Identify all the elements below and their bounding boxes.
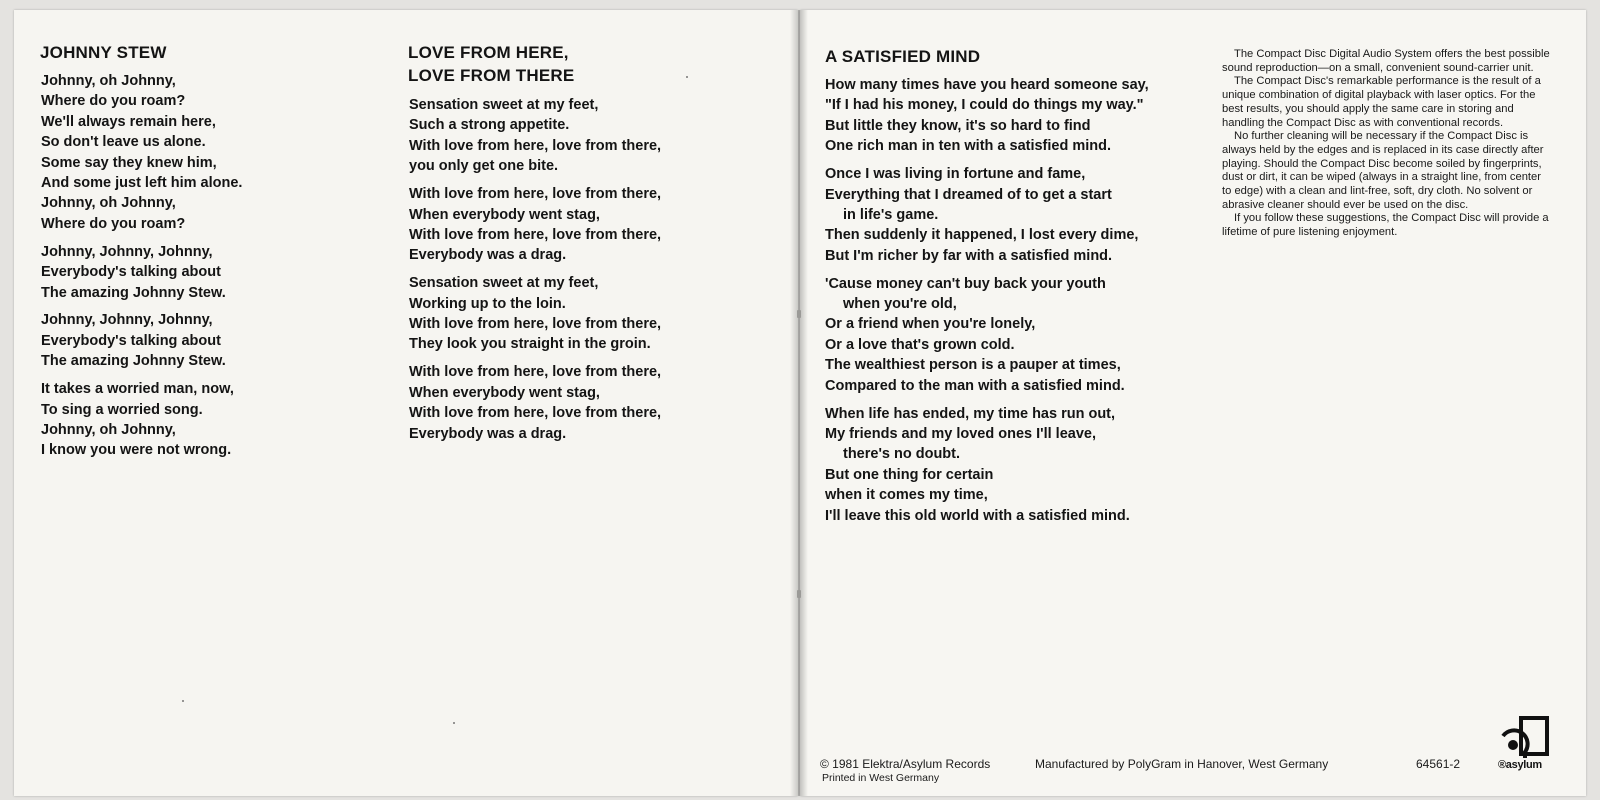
lyric-line: When everybody went stag, bbox=[409, 384, 600, 401]
lyric-stanza bbox=[409, 362, 661, 444]
lyric-line: They look you straight in the groin. bbox=[409, 336, 651, 353]
lyric-line: Johnny, Johnny, Johnny, bbox=[41, 243, 213, 260]
lyrics-johnny-stew bbox=[41, 71, 242, 468]
lyrics-satisfied-mind bbox=[825, 75, 1149, 534]
song-title-johnny-stew: JOHNNY STEW bbox=[40, 43, 167, 62]
lyric-line: With love from here, love from there, bbox=[409, 316, 662, 333]
notice-paragraph: No further cleaning will be necessary if the Compact Disc is always held by the edges and is replaced in its case directly after playing. Should the Compact Disc become soiled by fingerprints, dust or dirt, it can be wiped (always in a straight line, from center to edge) with a clean and lint-free, soft, dry cloth. No solvent or abrasive cleaner should ever be used on the disc. bbox=[1222, 130, 1544, 211]
paper-speck bbox=[453, 722, 455, 724]
lyric-line: Johnny, oh Johnny, bbox=[41, 422, 176, 438]
lyric-line: Or a friend when you're lonely, bbox=[825, 316, 1036, 333]
lyric-line: Or a love that's grown cold. bbox=[825, 336, 1015, 353]
lyric-line: when you're old, bbox=[843, 296, 957, 313]
lyric-line: Everybody's talking about bbox=[41, 264, 221, 281]
lyric-line: Such a strong appetite. bbox=[409, 117, 570, 134]
lyric-line: With love from here, love from there, bbox=[409, 364, 662, 381]
lyric-line: Johnny, Johnny, Johnny, bbox=[41, 312, 213, 329]
lyric-line: We'll always remain here, bbox=[41, 113, 216, 130]
lyric-line: Everybody was a drag. bbox=[409, 247, 567, 264]
paper-speck bbox=[182, 700, 184, 702]
booklet-gutter bbox=[790, 10, 808, 796]
lyric-line: But I'm richer by far with a satisfied mind. bbox=[825, 247, 1113, 264]
lyric-line: Working up to the loin. bbox=[409, 295, 566, 312]
asylum-wordmark: ®asylum bbox=[1498, 759, 1542, 771]
lyric-line: you only get one bite. bbox=[409, 158, 559, 175]
lyric-line: Once I was living in fortune and fame, bbox=[825, 166, 1086, 183]
lyric-line: Sensation sweet at my feet, bbox=[409, 275, 599, 292]
catalog-number: 64561-2 bbox=[1416, 757, 1461, 771]
lyric-stanza bbox=[409, 273, 661, 355]
lyric-stanza bbox=[825, 164, 1149, 266]
lyric-line: in life's game. bbox=[843, 206, 939, 223]
lyric-line: The amazing Johnny Stew. bbox=[41, 284, 226, 301]
lyric-stanza bbox=[825, 274, 1149, 396]
lyric-line: Where do you roam? bbox=[41, 215, 186, 232]
song-title-love-from-here bbox=[408, 41, 574, 87]
lyric-line: With love from here, love from there, bbox=[409, 186, 662, 203]
lyric-line: When life has ended, my time has run out, bbox=[825, 405, 1116, 422]
lyric-line: Some say they knew him, bbox=[41, 154, 217, 171]
lyric-line: So don't leave us alone. bbox=[41, 134, 206, 151]
lyric-line: One rich man in ten with a satisfied mind. bbox=[825, 138, 1112, 155]
lyric-line: But one thing for certain bbox=[825, 466, 994, 483]
lyric-line: The amazing Johnny Stew. bbox=[41, 353, 226, 370]
lyric-line: When everybody went stag, bbox=[409, 206, 600, 223]
paper-speck bbox=[686, 76, 688, 78]
lyric-stanza bbox=[409, 95, 661, 177]
lyric-line: I know you were not wrong. bbox=[41, 442, 232, 459]
compact-disc-notice bbox=[1222, 48, 1552, 240]
lyric-line: But little they know, it's so hard to find bbox=[825, 117, 1091, 134]
lyric-line: Johnny, oh Johnny, bbox=[41, 195, 176, 212]
notice-paragraph: The Compact Disc Digital Audio System offers the best possible sound reproduction—on a small, convenient sound-carrier unit. bbox=[1222, 48, 1550, 74]
lyric-line: when it comes my time, bbox=[825, 487, 988, 504]
lyric-line: Everything that I dreamed of to get a start bbox=[825, 186, 1112, 203]
lyric-stanza bbox=[825, 75, 1149, 157]
lyric-line: How many times have you heard someone say, bbox=[825, 77, 1149, 93]
song-title-line: LOVE FROM THERE bbox=[408, 66, 575, 85]
lyrics-love-from-here bbox=[409, 95, 661, 452]
lyric-stanza bbox=[825, 404, 1149, 526]
lyric-line: Sensation sweet at my feet, bbox=[409, 97, 599, 113]
lyric-line: It takes a worried man, now, bbox=[41, 381, 234, 398]
lyric-line: Then suddenly it happened, I lost every dime, bbox=[825, 227, 1139, 244]
lyric-line: Everybody was a drag. bbox=[409, 425, 567, 442]
notice-paragraph: If you follow these suggestions, the Compact Disc will provide a lifetime of pure listening enjoyment. bbox=[1222, 212, 1549, 239]
lyric-line: The wealthiest person is a pauper at times, bbox=[825, 357, 1121, 374]
lyric-line: With love from here, love from there, bbox=[409, 137, 662, 154]
lyric-stanza bbox=[41, 242, 242, 303]
lyric-stanza bbox=[41, 310, 242, 371]
lyric-line: Compared to the man with a satisfied mind. bbox=[825, 377, 1125, 394]
lyric-line: I'll leave this old world with a satisfied mind. bbox=[825, 507, 1130, 524]
lyric-line: there's no doubt. bbox=[843, 446, 961, 463]
lyric-stanza bbox=[409, 184, 661, 266]
lyric-line: My friends and my loved ones I'll leave, bbox=[825, 426, 1096, 442]
lyric-stanza bbox=[41, 71, 242, 234]
lyric-line: To sing a worried song. bbox=[41, 401, 203, 418]
manufacturer-text: Manufactured by PolyGram in Hanover, West Germany bbox=[1035, 757, 1329, 771]
lyric-line: Johnny, oh Johnny, bbox=[41, 73, 176, 89]
lyric-line: Where do you roam? bbox=[41, 93, 186, 110]
lyric-line: "If I had his money, I could do things my way." bbox=[825, 97, 1144, 114]
lyric-line: Everybody's talking about bbox=[41, 332, 221, 349]
lyric-line: 'Cause money can't buy back your youth bbox=[825, 275, 1106, 292]
lyric-line: With love from here, love from there, bbox=[409, 405, 662, 422]
staple bbox=[797, 590, 801, 598]
staple bbox=[797, 310, 801, 318]
lyric-line: With love from here, love from there, bbox=[409, 226, 662, 243]
song-title-satisfied-mind: A SATISFIED MIND bbox=[825, 47, 981, 66]
lyric-line: And some just left him alone. bbox=[41, 175, 243, 192]
printed-in-text: Printed in West Germany bbox=[822, 772, 940, 784]
song-title-line: LOVE FROM HERE, bbox=[408, 43, 569, 62]
copyright-text: © 1981 Elektra/Asylum Records bbox=[820, 757, 991, 771]
lyric-stanza bbox=[41, 379, 242, 461]
notice-paragraph: The Compact Disc's remarkable performance is the result of a unique combination of digital playback with laser optics. For the best results, you should apply the same care in storing and handling the Compact Disc as with conventional records. bbox=[1222, 75, 1541, 129]
